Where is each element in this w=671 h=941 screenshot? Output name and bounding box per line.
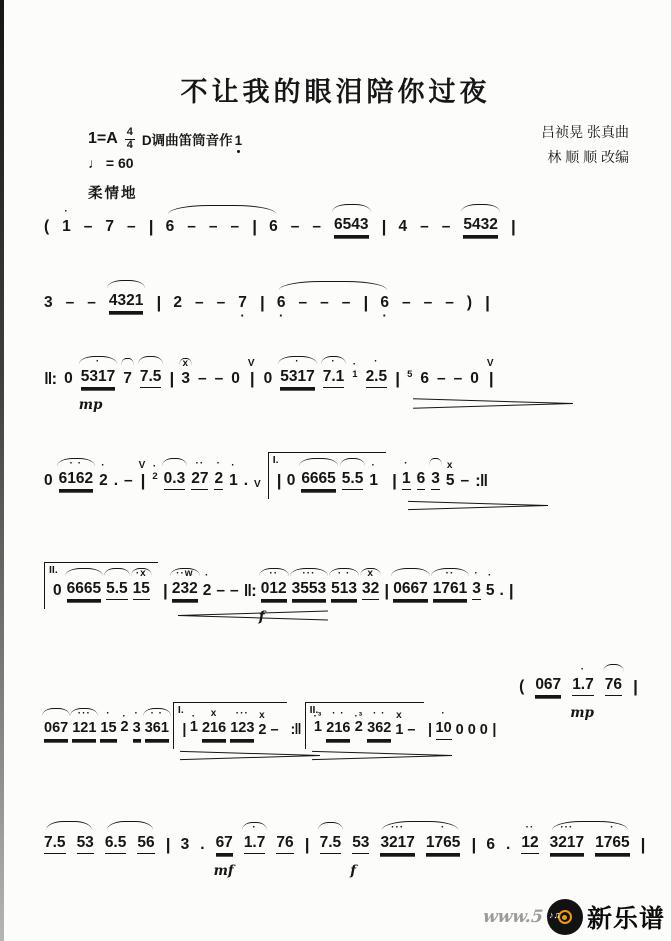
dynamic-marking: mf <box>213 863 234 879</box>
slur-arc <box>46 821 92 830</box>
slur-arc <box>179 358 192 366</box>
barline: | <box>363 293 368 312</box>
slur-arc <box>170 568 200 576</box>
slur-arc <box>168 205 276 214</box>
note-group <box>550 818 630 863</box>
credits <box>541 120 629 169</box>
grace-note: 5 <box>407 369 413 380</box>
barline: :‖ <box>290 722 301 738</box>
note-token: . <box>506 836 511 853</box>
note-token: · 1 <box>402 454 411 499</box>
watermark <box>483 899 665 935</box>
barline: V | <box>138 460 147 490</box>
barline: | <box>276 471 281 490</box>
scan-edge-artifact <box>0 0 4 941</box>
key-signature-row <box>88 127 242 151</box>
slur-arc <box>79 356 117 364</box>
slur-arc <box>290 568 328 576</box>
note-group <box>166 202 278 245</box>
note-token: . <box>243 472 249 489</box>
barline: | <box>304 835 309 854</box>
note-token: · 1 <box>229 460 238 489</box>
slur-arc <box>107 280 145 288</box>
note-token: – <box>214 370 224 387</box>
note-token: x 5 <box>445 460 455 489</box>
note-token: ··· 3217 <box>550 818 584 863</box>
note-token: – <box>441 218 451 235</box>
slur-arc <box>65 568 103 576</box>
tempo-marking: ♩ = 60 <box>88 155 134 171</box>
slur-arc <box>382 821 458 830</box>
note-token: ·· 12 <box>521 818 538 863</box>
note-token: ··· 3217 <box>380 818 414 863</box>
note-token: – <box>198 370 207 387</box>
note-token: · · 362 <box>367 704 391 749</box>
note-token: – <box>460 472 470 489</box>
slur-arc <box>107 821 153 830</box>
barline: | <box>640 835 645 854</box>
note-group <box>105 818 155 863</box>
note-token: 4321 <box>109 276 143 321</box>
note-token: · · 216 <box>326 704 350 749</box>
barline: | <box>148 217 153 236</box>
note-token: ··· 3553 <box>292 564 326 609</box>
note-token: – <box>187 218 196 235</box>
note-token: – <box>453 370 463 387</box>
watermark-brand: 新乐谱 <box>586 905 665 933</box>
note-token: – <box>312 218 322 235</box>
key-signature: 1=A <box>88 130 118 148</box>
barline: | <box>163 581 167 600</box>
time-signature-denominator: 4 <box>126 138 133 151</box>
note-group <box>277 278 389 321</box>
music-notes-glyph: ♪♫ <box>548 910 561 920</box>
decrescendo-hairpin <box>408 500 548 509</box>
dynamic-marking: mp <box>78 397 103 413</box>
barline: | <box>492 722 496 738</box>
note-token: 67 mf <box>213 834 234 879</box>
grace-note: · 1 <box>189 711 198 735</box>
note-token: · · 6162 <box>59 454 93 499</box>
note-token: ·· 1761 <box>433 564 467 609</box>
note-token: V <box>254 479 262 490</box>
slur-arc <box>279 281 387 290</box>
note-token: · 1765 <box>426 818 460 863</box>
note-token: · 15 <box>100 704 116 749</box>
note-group <box>172 564 239 609</box>
note-token: x 3 <box>181 358 191 387</box>
dynamic-marking: mp <box>570 705 594 721</box>
note-token: – <box>127 218 136 235</box>
note-group <box>44 818 94 863</box>
rest-note: 0 <box>263 370 273 387</box>
note-token: 7 · <box>238 294 247 323</box>
note-token: – <box>420 218 429 235</box>
slur-arc <box>242 822 268 830</box>
vinyl-record-icon <box>547 899 583 935</box>
note-token: · 2 <box>202 570 212 599</box>
note-token: · 2 <box>99 460 108 489</box>
rest-note: 0 <box>455 722 464 738</box>
slur-arc <box>461 204 499 212</box>
note-token: · 1 <box>369 460 378 489</box>
note-token: ·x 15 <box>133 564 150 609</box>
note-token: – <box>230 218 240 235</box>
barline: | <box>392 471 396 490</box>
arranger-credit: 林 顺 顺 改编 <box>547 148 629 165</box>
note-token: 6 · <box>276 294 286 323</box>
barline: | <box>427 722 432 738</box>
note-token: 5432 <box>463 200 497 245</box>
note-token: · 2.5 <box>366 352 388 397</box>
grace-note: ·³ 2 <box>354 711 364 735</box>
decrescendo-hairpin <box>312 750 452 759</box>
note-token: 7 <box>123 354 132 397</box>
decrescendo-hairpin <box>413 398 573 407</box>
note-token: 067 <box>44 704 68 749</box>
note-token: x 32 <box>362 564 379 609</box>
composer-credit: 吕祯晃 张真曲 <box>541 124 629 140</box>
note-token: – <box>407 722 416 738</box>
slur-arc <box>429 458 442 466</box>
slur-arc <box>318 822 344 830</box>
note-token: · 5 <box>485 570 495 599</box>
expression-marking: 柔情地 <box>88 186 138 202</box>
note-token: 3 <box>44 294 53 311</box>
note-token: · 3 <box>472 564 481 609</box>
barline: | <box>381 217 386 236</box>
note-token: · 1 <box>62 206 71 235</box>
music-pickup-line <box>519 660 637 721</box>
time-signature <box>125 127 135 151</box>
slur-arc <box>42 708 70 716</box>
note-token: x 216 <box>202 704 226 749</box>
note-token: – <box>270 722 279 738</box>
note-token: ··w 232 <box>172 564 198 609</box>
slur-arc <box>431 568 469 576</box>
note-token: 3 <box>180 836 190 853</box>
note-token: 6665 <box>67 564 101 609</box>
watermark-url: www.5 <box>481 907 545 927</box>
barline: | <box>165 835 170 854</box>
volta-label: II. <box>49 564 58 576</box>
grace-note: ·³ 1 <box>313 711 323 735</box>
note-token: – <box>87 294 96 311</box>
decrescendo-hairpin <box>180 750 320 759</box>
volta-label: II. <box>309 704 319 716</box>
volta-label: I. <box>272 454 279 466</box>
note-token: ( <box>519 678 525 695</box>
note-token: 6 · <box>380 294 389 323</box>
note-token: 6665 <box>301 454 335 499</box>
barline: ‖: <box>44 369 57 388</box>
slur-arc <box>321 356 347 364</box>
slur-arc <box>57 458 95 466</box>
barline: V | <box>486 358 495 388</box>
barline: :‖ <box>475 471 488 490</box>
slur-arc <box>162 458 188 466</box>
time-signature-numerator: 4 <box>126 126 133 138</box>
dynamic-marking: f <box>350 863 356 879</box>
rest-note: 0 <box>44 472 53 489</box>
note-token: 6 <box>165 218 175 235</box>
note-token: – <box>341 294 351 311</box>
slur-arc <box>603 664 624 672</box>
music-system-1 <box>44 200 637 245</box>
barline: ‖: <box>243 581 256 600</box>
note-token: 2 <box>173 294 182 311</box>
note-token: · 5317 mp <box>78 356 116 413</box>
note-token: 5.5 <box>342 454 364 499</box>
note-token: – <box>216 294 226 311</box>
note-token: 4 <box>398 218 408 235</box>
music-system-2 <box>44 276 637 321</box>
slur-arc <box>299 458 337 466</box>
note-token: 53 <box>77 818 94 863</box>
music-system-3 <box>44 352 637 413</box>
rest-note: 0 <box>231 370 240 387</box>
note-token: · 7.1 <box>323 352 345 397</box>
note-token: 7.5 <box>320 818 342 863</box>
music-system-7 <box>44 818 645 879</box>
note-group <box>402 454 469 499</box>
note-group <box>407 354 479 397</box>
barline: | <box>395 369 399 388</box>
note-token: 6 <box>417 454 426 499</box>
note-token: – <box>124 472 133 489</box>
note-token: 6 <box>420 370 430 387</box>
slur-arc <box>143 708 171 716</box>
note-token: – <box>423 294 433 311</box>
note-token: 53 f <box>350 834 370 879</box>
barline: | <box>384 581 389 600</box>
music-system-5 <box>44 562 637 625</box>
note-token: 0667 <box>393 564 427 609</box>
note-token: · · 513 <box>331 564 357 609</box>
rest-note: 0 <box>467 722 476 738</box>
rest-note: 0 <box>53 582 62 599</box>
slur-arc <box>70 708 98 716</box>
note-token: – <box>216 582 226 599</box>
barline: | <box>259 293 264 312</box>
note-token: x 1 <box>395 710 404 738</box>
note-token: 6.5 <box>105 818 127 863</box>
slur-arc <box>104 568 130 576</box>
note-token: ) <box>466 294 473 311</box>
slur-arc <box>552 821 628 830</box>
note-token: . <box>499 582 504 599</box>
volta-group <box>173 702 287 749</box>
instrument-note <box>142 129 242 149</box>
note-token: · 1.7 mp <box>570 664 594 721</box>
barline: | <box>169 369 174 388</box>
note-token: · 5317 <box>280 352 314 397</box>
note-token: ··· 121 <box>72 704 96 749</box>
music-system-4 <box>44 452 637 499</box>
barline: | <box>156 293 161 312</box>
grace-note: · 2 <box>120 711 129 735</box>
note-group <box>380 818 460 863</box>
song-title: 不让我的眼泪陪你过夜 <box>180 77 491 107</box>
note-token: – <box>290 218 300 235</box>
note-token: 76 <box>605 660 622 705</box>
note-token: – <box>208 218 218 235</box>
rest-note: 0 <box>479 722 488 738</box>
rest-note: 0 <box>64 370 73 387</box>
barline: | <box>633 677 637 696</box>
note-token: 7 <box>105 218 115 235</box>
note-token: · 1765 <box>595 818 629 863</box>
barline: | <box>252 217 257 236</box>
dynamic-marking: f <box>258 609 265 625</box>
note-token: 7.5 <box>44 818 66 863</box>
slur-arc <box>121 358 134 366</box>
slur-arc <box>131 568 152 576</box>
rest-note: 0 <box>286 472 296 489</box>
note-token: 0.3 <box>164 454 186 499</box>
slur-arc <box>259 568 289 576</box>
note-token: 6 <box>486 836 496 853</box>
note-token: – <box>320 294 329 311</box>
note-token: – <box>83 218 93 235</box>
note-token: ·· 012 f <box>258 568 287 625</box>
note-token: · 1.7 <box>244 818 266 863</box>
barline: | <box>182 722 186 738</box>
volta-label: I. <box>177 704 184 716</box>
note-token: 76 <box>276 818 293 863</box>
note-token: 7.5 <box>140 352 162 397</box>
slur-arc <box>391 568 429 576</box>
slur-arc <box>340 458 366 466</box>
note-token: x 2 <box>258 710 267 738</box>
note-token: ··· 123 <box>230 704 254 749</box>
note-token: – <box>65 294 75 311</box>
note-token: – <box>298 294 308 311</box>
note-token: 5.5 <box>106 564 128 609</box>
note-token: 6 <box>269 218 278 235</box>
note-token: . <box>200 836 205 853</box>
note-token: ( <box>44 218 50 235</box>
barline: | <box>471 835 476 854</box>
note-token: 6543 <box>334 200 368 245</box>
barline: V | <box>247 358 256 388</box>
barline: | <box>511 217 515 236</box>
barline: | <box>508 581 513 600</box>
instrument-root-note: 1 <box>234 133 243 149</box>
instrument-text: D调曲笛筒音作 <box>141 133 233 149</box>
note-token: · 10 <box>436 704 452 749</box>
grace-note: · 1 <box>352 359 358 380</box>
grace-note: · 2 <box>152 461 158 482</box>
slur-arc <box>332 204 370 212</box>
note-token: – <box>401 294 411 311</box>
note-token: · 2 <box>214 454 223 499</box>
note-token: 56 <box>137 818 154 863</box>
note-token: · · 361 <box>145 704 169 749</box>
slur-arc <box>329 568 359 576</box>
volta-group <box>268 452 386 499</box>
note-token: ·· 27 <box>191 454 208 499</box>
volta-group <box>305 702 424 749</box>
note-token: 3 <box>431 454 440 499</box>
volta-group <box>44 562 158 609</box>
slur-arc <box>360 568 381 576</box>
note-token: – <box>437 370 446 387</box>
note-token: – <box>194 294 204 311</box>
note-token: 067 <box>535 660 561 705</box>
music-system-6 <box>44 702 637 749</box>
slur-arc <box>138 356 164 364</box>
rest-note: 0 <box>470 370 479 387</box>
barline: | <box>485 293 489 312</box>
crescendo-hairpin <box>178 610 328 619</box>
note-token: · 3 <box>133 704 141 749</box>
slur-arc <box>278 356 316 364</box>
note-token: – <box>445 294 454 311</box>
note-token: – <box>230 582 239 599</box>
note-token: . <box>113 472 119 489</box>
